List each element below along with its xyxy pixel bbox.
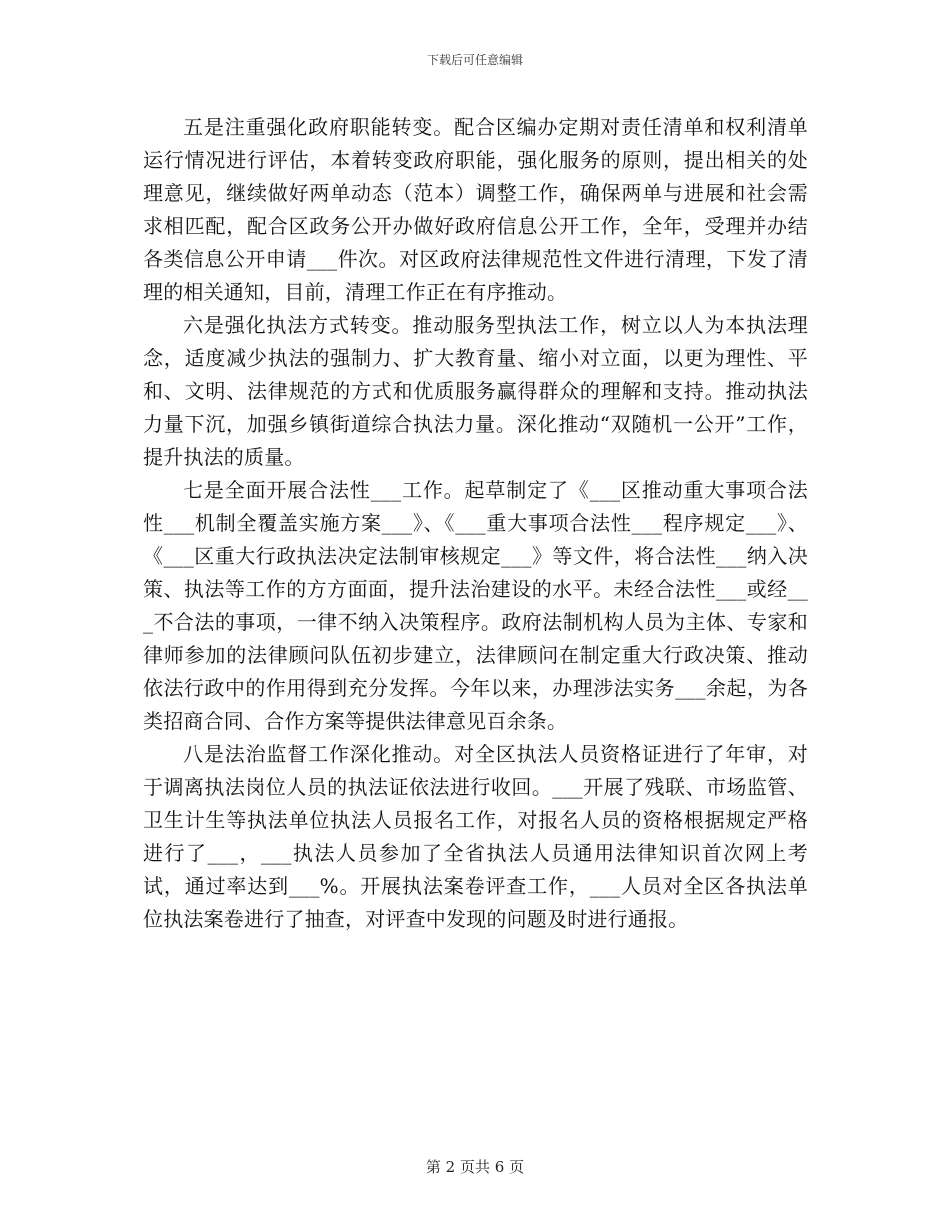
page-header: 下载后可任意编辑 xyxy=(426,53,523,67)
document-body xyxy=(143,111,808,936)
paragraph-8: 八是法治监督工作深化推动。对全区执法人员资格证进行了年审，对于调离执法岗位人员的执法证依法进行收回。___开展了残联、市场监管、卫生计生等执法单位执法人员报名工作，对报名人员的资格根据规定严格进行了___，___执法人员参加了全省执法人员通用法律知识首次网上考试，通过率达到___%。开展执法案卷评查工作，___人员对全区各执法单位执法案卷进行了抽查，对评查中发现的问题及时进行通报。 xyxy=(143,742,808,931)
paragraph-6: 六是强化执法方式转变。推动服务型执法工作，树立以人为本执法理念，适度减少执法的强制力、扩大教育量、缩小对立面，以更为理性、平和、文明、法律规范的方式和优质服务赢得群众的理解和支持。推动执法力量下沉，加强乡镇街道综合执法力量。深化推动“双随机一公开”工作，提升执法的质量。 xyxy=(143,313,808,469)
page-footer: 第 2 页共 6 页 xyxy=(425,1158,525,1176)
paragraph-5: 五是注重强化政府职能转变。配合区编办定期对责任清单和权利清单运行情况进行评估，本着转变政府职能，强化服务的原则，提出相关的处理意见，继续做好两单动态（范本）调整工作，确保两单与进展和社会需求相匹配，配合区政务公开办做好政府信息公开工作，全年，受理并办结各类信息公开申请___件次。对区政府法律规范性文件进行清理，下发了清理的相关通知，目前，清理工作正在有序推动。 xyxy=(143,115,808,304)
paragraph-7: 七是全面开展合法性___工作。起草制定了《___区推动重大事项合法性___机制全覆盖实施方案___》、《___重大事项合法性___程序规定___》、《___区重大行政执法决定法制审核规定___》等文件，将合法性___纳入决策、执法等工作的方方面面，提升法治建设的水平。未经合法性___或经___不合法的事项，一律不纳入决策程序。政府法制机构人员为主体、专家和律师参加的法律顾问队伍初步建立，法律顾问在制定重大行政决策、推动依法行政中的作用得到充分发挥。今年以来，办理涉法实务___余起，为各类招商合同、合作方案等提供法律意见百余条。 xyxy=(143,478,808,733)
